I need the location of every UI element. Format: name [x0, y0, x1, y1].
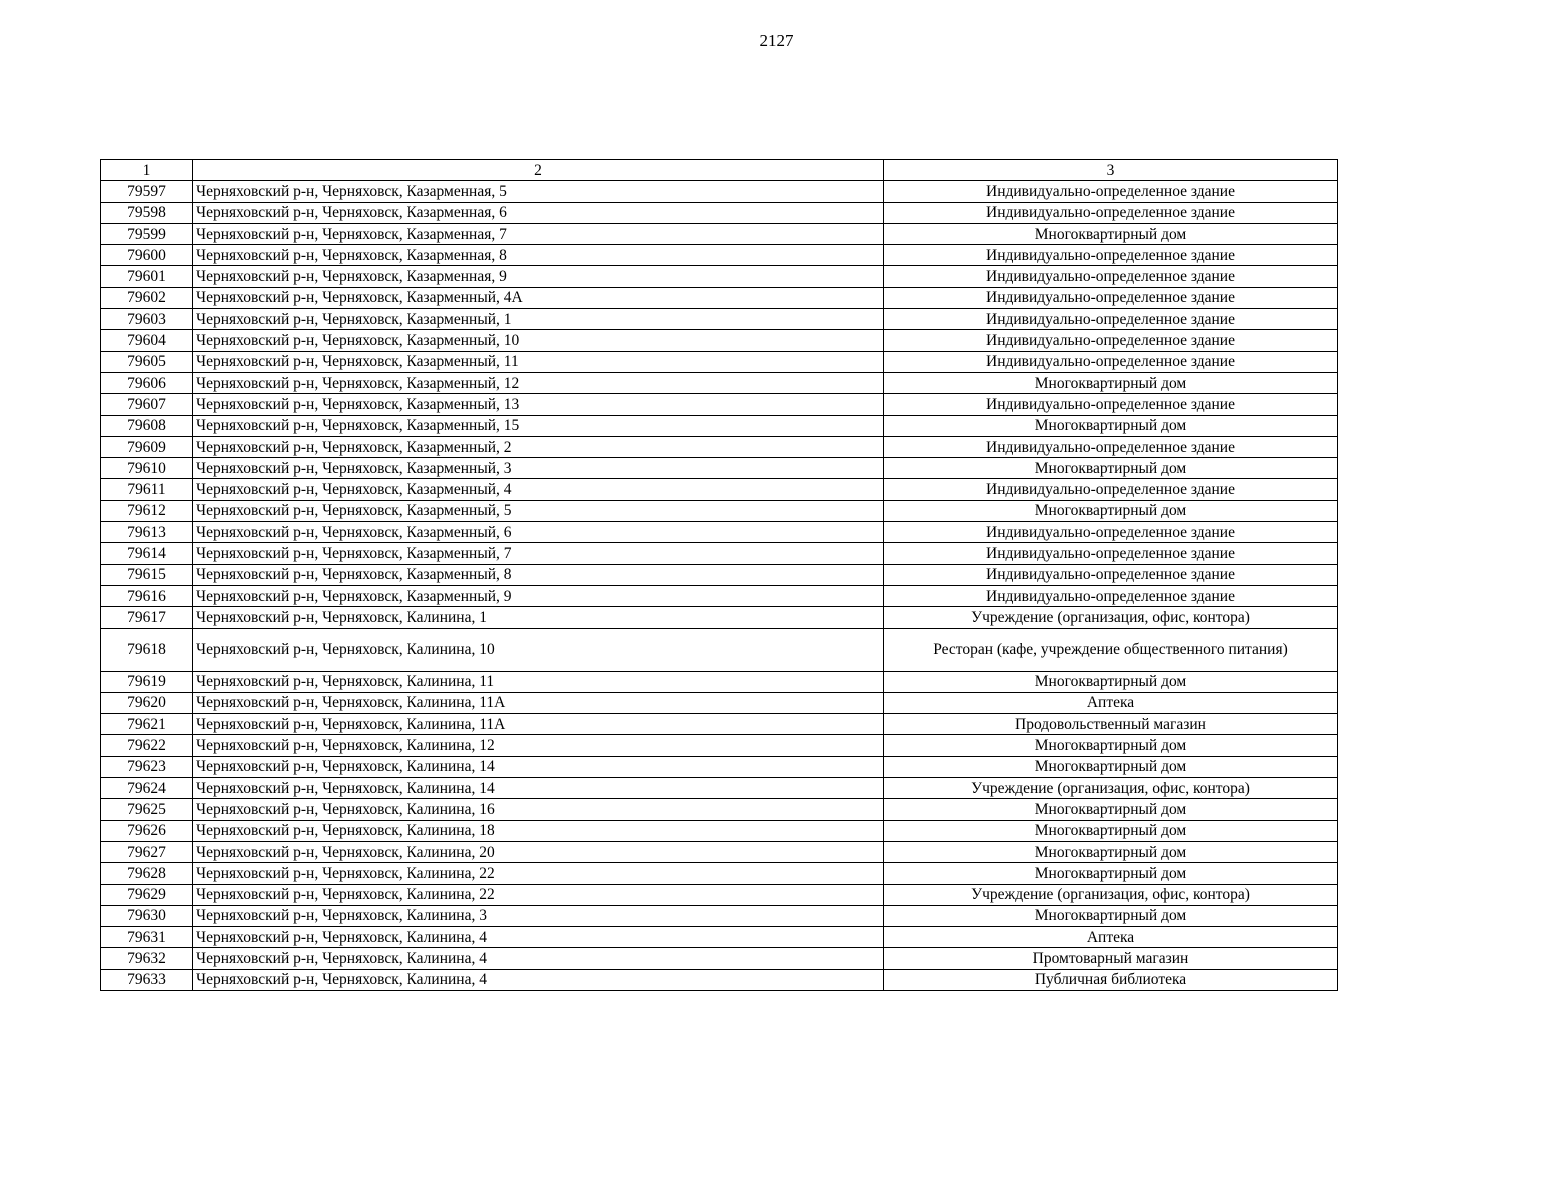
row-type-cell: Многоквартирный дом — [884, 841, 1338, 862]
table-row — [101, 181, 1338, 202]
row-id-cell: 79610 — [101, 458, 193, 479]
row-address-cell: Черняховский р-н, Черняховск, Калинина, 16 — [193, 799, 884, 820]
table-row — [101, 500, 1338, 521]
row-id-cell: 79624 — [101, 778, 193, 799]
row-address-cell: Черняховский р-н, Черняховск, Казарменный, 6 — [193, 522, 884, 543]
row-address-cell: Черняховский р-н, Черняховск, Казарменная, 6 — [193, 202, 884, 223]
row-type-cell: Индивидуально-определенное здание — [884, 266, 1338, 287]
row-address-cell: Черняховский р-н, Черняховск, Казарменный, 5 — [193, 500, 884, 521]
row-type-cell: Многоквартирный дом — [884, 415, 1338, 436]
row-address-cell: Черняховский р-н, Черняховск, Казарменный, 9 — [193, 585, 884, 606]
row-type-cell: Аптека — [884, 927, 1338, 948]
row-type-cell: Индивидуально-определенное здание — [884, 202, 1338, 223]
row-address-cell: Черняховский р-н, Черняховск, Калинина, 1 — [193, 607, 884, 628]
row-type-cell: Продовольственный магазин — [884, 714, 1338, 735]
table-row — [101, 223, 1338, 244]
row-address-cell: Черняховский р-н, Черняховск, Калинина, 11А — [193, 692, 884, 713]
row-type-cell: Многоквартирный дом — [884, 500, 1338, 521]
row-id-cell: 79623 — [101, 756, 193, 777]
table-row — [101, 309, 1338, 330]
row-address-cell: Черняховский р-н, Черняховск, Казарменная, 5 — [193, 181, 884, 202]
table-row — [101, 927, 1338, 948]
row-id-cell: 79616 — [101, 585, 193, 606]
row-address-cell: Черняховский р-н, Черняховск, Калинина, 22 — [193, 884, 884, 905]
row-type-cell: Учреждение (организация, офис, контора) — [884, 778, 1338, 799]
row-id-cell: 79602 — [101, 287, 193, 308]
table-row — [101, 756, 1338, 777]
table-row — [101, 585, 1338, 606]
row-type-cell: Индивидуально-определенное здание — [884, 436, 1338, 457]
table-row — [101, 330, 1338, 351]
row-address-cell: Черняховский р-н, Черняховск, Калинина, 18 — [193, 820, 884, 841]
row-type-cell: Многоквартирный дом — [884, 905, 1338, 926]
row-address-cell: Черняховский р-н, Черняховск, Казарменный, 3 — [193, 458, 884, 479]
row-type-cell: Многоквартирный дом — [884, 223, 1338, 244]
table-row — [101, 266, 1338, 287]
row-type-cell: Аптека — [884, 692, 1338, 713]
table-header-row — [101, 160, 1338, 181]
row-type-cell: Учреждение (организация, офис, контора) — [884, 884, 1338, 905]
row-type-cell: Многоквартирный дом — [884, 372, 1338, 393]
table-row — [101, 969, 1338, 990]
row-id-cell: 79619 — [101, 671, 193, 692]
table-row — [101, 415, 1338, 436]
row-address-cell: Черняховский р-н, Черняховск, Казарменный, 11 — [193, 351, 884, 372]
row-type-cell: Многоквартирный дом — [884, 756, 1338, 777]
table-row — [101, 799, 1338, 820]
row-type-cell: Индивидуально-определенное здание — [884, 479, 1338, 500]
table-row — [101, 778, 1338, 799]
row-id-cell: 79614 — [101, 543, 193, 564]
row-address-cell: Черняховский р-н, Черняховск, Казарменный, 4 — [193, 479, 884, 500]
column-header-3: 3 — [884, 160, 1338, 181]
row-type-cell: Многоквартирный дом — [884, 799, 1338, 820]
row-type-cell: Многоквартирный дом — [884, 863, 1338, 884]
table-row — [101, 394, 1338, 415]
row-type-cell: Индивидуально-определенное здание — [884, 287, 1338, 308]
table-row — [101, 522, 1338, 543]
row-address-cell: Черняховский р-н, Черняховск, Казарменная, 8 — [193, 245, 884, 266]
row-address-cell: Черняховский р-н, Черняховск, Казарменный, 10 — [193, 330, 884, 351]
row-type-cell: Индивидуально-определенное здание — [884, 543, 1338, 564]
table-row — [101, 436, 1338, 457]
row-id-cell: 79606 — [101, 372, 193, 393]
table-row — [101, 458, 1338, 479]
row-address-cell: Черняховский р-н, Черняховск, Калинина, 3 — [193, 905, 884, 926]
row-id-cell: 79600 — [101, 245, 193, 266]
table-row — [101, 287, 1338, 308]
table-row — [101, 884, 1338, 905]
table-row — [101, 671, 1338, 692]
row-address-cell: Черняховский р-н, Черняховск, Казарменная, 9 — [193, 266, 884, 287]
row-id-cell: 79612 — [101, 500, 193, 521]
row-id-cell: 79613 — [101, 522, 193, 543]
row-id-cell: 79620 — [101, 692, 193, 713]
row-type-cell: Многоквартирный дом — [884, 820, 1338, 841]
column-header-2: 2 — [193, 160, 884, 181]
row-type-cell: Многоквартирный дом — [884, 458, 1338, 479]
row-address-cell: Черняховский р-н, Черняховск, Казарменный, 2 — [193, 436, 884, 457]
row-type-cell: Индивидуально-определенное здание — [884, 585, 1338, 606]
row-address-cell: Черняховский р-н, Черняховск, Калинина, 12 — [193, 735, 884, 756]
row-address-cell: Черняховский р-н, Черняховск, Казарменный, 8 — [193, 564, 884, 585]
row-id-cell: 79609 — [101, 436, 193, 457]
row-address-cell: Черняховский р-н, Черняховск, Калинина, 10 — [193, 628, 884, 671]
row-id-cell: 79621 — [101, 714, 193, 735]
table-row — [101, 202, 1338, 223]
row-address-cell: Черняховский р-н, Черняховск, Казарменный, 15 — [193, 415, 884, 436]
row-address-cell: Черняховский р-н, Черняховск, Калинина, 4 — [193, 927, 884, 948]
table-row — [101, 905, 1338, 926]
row-id-cell: 79627 — [101, 841, 193, 862]
table-row — [101, 735, 1338, 756]
row-id-cell: 79628 — [101, 863, 193, 884]
row-type-cell: Индивидуально-определенное здание — [884, 181, 1338, 202]
row-id-cell: 79631 — [101, 927, 193, 948]
row-address-cell: Черняховский р-н, Черняховск, Казарменный, 13 — [193, 394, 884, 415]
register-table — [100, 159, 1338, 991]
row-id-cell: 79608 — [101, 415, 193, 436]
row-type-cell: Индивидуально-определенное здание — [884, 330, 1338, 351]
row-id-cell: 79633 — [101, 969, 193, 990]
row-id-cell: 79625 — [101, 799, 193, 820]
row-id-cell: 79601 — [101, 266, 193, 287]
row-id-cell: 79598 — [101, 202, 193, 223]
row-id-cell: 79607 — [101, 394, 193, 415]
row-id-cell: 79604 — [101, 330, 193, 351]
table-row — [101, 372, 1338, 393]
row-type-cell: Индивидуально-определенное здание — [884, 351, 1338, 372]
table-row — [101, 543, 1338, 564]
row-type-cell: Многоквартирный дом — [884, 671, 1338, 692]
table-row — [101, 863, 1338, 884]
row-id-cell: 79611 — [101, 479, 193, 500]
table-row — [101, 628, 1338, 671]
row-address-cell: Черняховский р-н, Черняховск, Казарменный, 4А — [193, 287, 884, 308]
row-type-cell: Промтоварный магазин — [884, 948, 1338, 969]
table-row — [101, 245, 1338, 266]
table-row — [101, 948, 1338, 969]
row-address-cell: Черняховский р-н, Черняховск, Калинина, 22 — [193, 863, 884, 884]
row-address-cell: Черняховский р-н, Черняховск, Казарменный, 7 — [193, 543, 884, 564]
row-id-cell: 79617 — [101, 607, 193, 628]
row-address-cell: Черняховский р-н, Черняховск, Калинина, 11 — [193, 671, 884, 692]
row-address-cell: Черняховский р-н, Черняховск, Казарменный, 12 — [193, 372, 884, 393]
row-address-cell: Черняховский р-н, Черняховск, Казарменная, 7 — [193, 223, 884, 244]
row-type-cell: Публичная библиотека — [884, 969, 1338, 990]
table-row — [101, 820, 1338, 841]
table-row — [101, 351, 1338, 372]
row-id-cell: 79605 — [101, 351, 193, 372]
row-address-cell: Черняховский р-н, Черняховск, Калинина, 11А — [193, 714, 884, 735]
row-address-cell: Черняховский р-н, Черняховск, Калинина, 14 — [193, 778, 884, 799]
row-address-cell: Черняховский р-н, Черняховск, Казарменный, 1 — [193, 309, 884, 330]
row-id-cell: 79603 — [101, 309, 193, 330]
table-row — [101, 564, 1338, 585]
table-row — [101, 607, 1338, 628]
row-type-cell: Учреждение (организация, офис, контора) — [884, 607, 1338, 628]
row-type-cell: Индивидуально-определенное здание — [884, 564, 1338, 585]
column-header-1: 1 — [101, 160, 193, 181]
table-row — [101, 714, 1338, 735]
row-id-cell: 79618 — [101, 628, 193, 671]
table-row — [101, 479, 1338, 500]
row-id-cell: 79629 — [101, 884, 193, 905]
row-type-cell: Ресторан (кафе, учреждение общественного питания) — [884, 628, 1338, 671]
row-id-cell: 79599 — [101, 223, 193, 244]
page-number: 2127 — [759, 31, 794, 50]
row-type-cell: Индивидуально-определенное здание — [884, 245, 1338, 266]
table-row — [101, 692, 1338, 713]
row-address-cell: Черняховский р-н, Черняховск, Калинина, 20 — [193, 841, 884, 862]
row-type-cell: Индивидуально-определенное здание — [884, 394, 1338, 415]
register-table-body — [101, 160, 1338, 991]
row-type-cell: Индивидуально-определенное здание — [884, 522, 1338, 543]
row-id-cell: 79632 — [101, 948, 193, 969]
row-id-cell: 79622 — [101, 735, 193, 756]
row-id-cell: 79615 — [101, 564, 193, 585]
row-id-cell: 79630 — [101, 905, 193, 926]
row-id-cell: 79597 — [101, 181, 193, 202]
row-address-cell: Черняховский р-н, Черняховск, Калинина, 4 — [193, 969, 884, 990]
row-id-cell: 79626 — [101, 820, 193, 841]
row-type-cell: Многоквартирный дом — [884, 735, 1338, 756]
row-address-cell: Черняховский р-н, Черняховск, Калинина, 14 — [193, 756, 884, 777]
table-row — [101, 841, 1338, 862]
row-address-cell: Черняховский р-н, Черняховск, Калинина, 4 — [193, 948, 884, 969]
row-type-cell: Индивидуально-определенное здание — [884, 309, 1338, 330]
